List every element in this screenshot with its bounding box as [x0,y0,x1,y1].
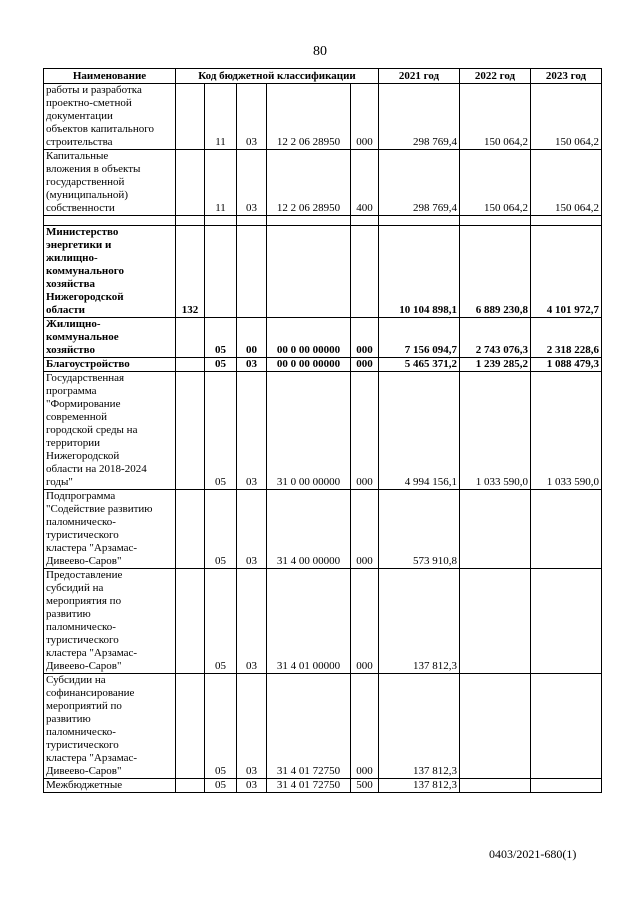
cell-c2: 03 [237,150,267,216]
cell-c3: 00 0 00 00000 [267,318,351,358]
table-row [44,674,602,779]
cell-c0 [176,358,205,372]
cell-c4: 400 [351,150,379,216]
cell-v2023: 150 064,2 [531,150,602,216]
cell-c2: 00 [237,318,267,358]
cell-c4: 000 [351,674,379,779]
cell-c3: 12 2 06 28950 [267,84,351,150]
cell-v2023: 2 318 228,6 [531,318,602,358]
cell-v2022 [460,216,531,226]
cell-v2021: 298 769,4 [379,150,460,216]
document-id: 0403/2021-680(1) [489,847,577,861]
cell-c3 [267,216,351,226]
cell-c0: 132 [176,226,205,318]
cell-c3: 31 4 00 00000 [267,490,351,569]
cell-v2022: 2 743 076,3 [460,318,531,358]
cell-v2022: 6 889 230,8 [460,226,531,318]
cell-c1 [205,226,237,318]
cell-name: Государственная программа "Формирование современной городской среды на территории Нижегородской области на 2018-2024 годы" [44,372,176,490]
cell-v2022 [460,490,531,569]
cell-name [44,216,176,226]
page-number: 80 [313,44,327,59]
table-row [44,318,602,358]
table-row [44,216,602,226]
cell-v2023: 150 064,2 [531,84,602,150]
cell-v2022 [460,674,531,779]
cell-c4: 000 [351,358,379,372]
cell-v2021: 573 910,8 [379,490,460,569]
cell-c4: 500 [351,779,379,793]
cell-v2022 [460,779,531,793]
cell-c1: 05 [205,674,237,779]
cell-c3: 31 4 01 00000 [267,569,351,674]
budget-table [43,68,602,793]
cell-c1: 05 [205,779,237,793]
cell-v2022: 150 064,2 [460,84,531,150]
cell-c2: 03 [237,358,267,372]
cell-v2023: 1 033 590,0 [531,372,602,490]
cell-c2: 03 [237,569,267,674]
cell-c4 [351,226,379,318]
cell-c3: 31 4 01 72750 [267,779,351,793]
cell-c1: 05 [205,490,237,569]
cell-c1: 11 [205,150,237,216]
cell-v2023 [531,674,602,779]
cell-c0 [176,216,205,226]
cell-c2: 03 [237,674,267,779]
cell-v2023: 4 101 972,7 [531,226,602,318]
cell-c3: 31 0 00 00000 [267,372,351,490]
cell-v2021: 298 769,4 [379,84,460,150]
cell-v2021: 10 104 898,1 [379,226,460,318]
cell-v2022 [460,569,531,674]
cell-v2021: 137 812,3 [379,779,460,793]
cell-c1: 05 [205,372,237,490]
cell-v2021: 5 465 371,2 [379,358,460,372]
cell-name: Подпрограмма "Содействие развитию паломническо- туристического кластера "Арзамас- Дивеево-Саров" [44,490,176,569]
table-row [44,150,602,216]
cell-c2: 03 [237,84,267,150]
cell-c1: 05 [205,318,237,358]
cell-c0 [176,150,205,216]
cell-c0 [176,318,205,358]
cell-c0 [176,674,205,779]
cell-c4 [351,216,379,226]
cell-v2022: 1 033 590,0 [460,372,531,490]
cell-v2023: 1 088 479,3 [531,358,602,372]
cell-v2022: 150 064,2 [460,150,531,216]
cell-v2021: 4 994 156,1 [379,372,460,490]
cell-v2021: 137 812,3 [379,569,460,674]
cell-v2023 [531,569,602,674]
table-row [44,226,602,318]
cell-v2023 [531,216,602,226]
header-2022: 2022 год [460,69,531,84]
cell-v2021: 137 812,3 [379,674,460,779]
cell-c2 [237,226,267,318]
cell-v2022: 1 239 285,2 [460,358,531,372]
table-row [44,358,602,372]
cell-name: Жилищно- коммунальное хозяйство [44,318,176,358]
cell-v2021: 7 156 094,7 [379,318,460,358]
cell-c1: 05 [205,358,237,372]
cell-c2: 03 [237,490,267,569]
header-name: Наименование [44,69,176,84]
cell-name: работы и разработка проектно-сметной документации объектов капитального строительства [44,84,176,150]
cell-c0 [176,84,205,150]
cell-c1: 05 [205,569,237,674]
table-row [44,490,602,569]
cell-c4: 000 [351,490,379,569]
header-row [44,69,602,84]
cell-name: Капитальные вложения в объекты государственной (муниципальной) собственности [44,150,176,216]
cell-c3 [267,226,351,318]
cell-v2023 [531,779,602,793]
cell-c0 [176,779,205,793]
cell-name: Межбюджетные [44,779,176,793]
cell-c3: 12 2 06 28950 [267,150,351,216]
table-row [44,372,602,490]
cell-name: Министерство энергетики и жилищно- коммунального хозяйства Нижегородской области [44,226,176,318]
header-2021: 2021 год [379,69,460,84]
cell-c4: 000 [351,569,379,674]
cell-c3: 00 0 00 00000 [267,358,351,372]
cell-v2023 [531,490,602,569]
cell-c4: 000 [351,84,379,150]
cell-c4: 000 [351,372,379,490]
cell-name: Благоустройство [44,358,176,372]
table-row [44,569,602,674]
cell-c1 [205,216,237,226]
cell-v2021 [379,216,460,226]
table-row [44,84,602,150]
cell-c0 [176,490,205,569]
table-row [44,779,602,793]
cell-name: Предоставление субсидий на мероприятия по развитию паломническо- туристического кластера "Арзамас- Дивеево-Саров" [44,569,176,674]
cell-c1: 11 [205,84,237,150]
cell-name: Субсидии на софинансирование мероприятий по развитию паломническо- туристического кластера "Арзамас- Дивеево-Саров" [44,674,176,779]
cell-c0 [176,569,205,674]
cell-c0 [176,372,205,490]
header-2023: 2023 год [531,69,602,84]
cell-c2: 03 [237,372,267,490]
cell-c2 [237,216,267,226]
cell-c2: 03 [237,779,267,793]
cell-c4: 000 [351,318,379,358]
cell-c3: 31 4 01 72750 [267,674,351,779]
header-code: Код бюджетной классификации [176,69,379,84]
